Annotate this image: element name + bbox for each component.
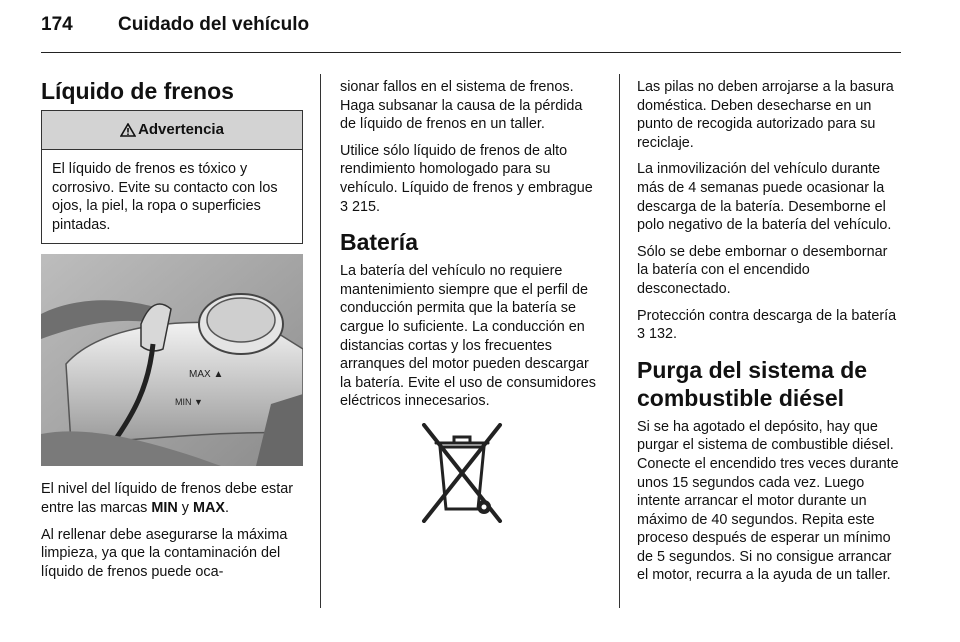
brake-failure-paragraph: sionar fallos en el sistema de frenos. Haga subsanar la causa de la pérdida de líquido de frenos en un taller. bbox=[340, 79, 583, 133]
battery-protection-paragraph: Protección contra descarga de la batería 3 132. bbox=[637, 307, 897, 343]
text: Utilice sólo líquido de frenos de alto rendimiento homologado para su vehículo. Líquido de frenos y embrague bbox=[340, 142, 593, 196]
brake-fluid-spec-paragraph bbox=[340, 142, 602, 216]
brake-fluid-reservoir-photo bbox=[41, 254, 303, 466]
warning-box bbox=[41, 110, 303, 244]
text: y bbox=[177, 499, 193, 516]
warning-triangle-icon bbox=[120, 123, 136, 137]
photo-label-min: MIN ▼ bbox=[175, 397, 203, 408]
text: . bbox=[224, 499, 229, 516]
warning-title: Advertencia bbox=[138, 120, 224, 138]
refill-paragraph: Al rellenar debe asegurarse la máxima limpieza, ya que la contaminación del líquido de frenos puede oca- bbox=[41, 526, 288, 580]
section-title-brake-fluid: Líquido de frenos bbox=[41, 78, 234, 104]
page-reference: 3 215. bbox=[340, 198, 381, 215]
column-2 bbox=[340, 78, 602, 529]
max-mark: MAX bbox=[192, 499, 225, 516]
immobilization-paragraph: La inmovilización del vehículo durante más de 4 semanas puede ocasionar la descarga de la batería. Desemborne el polo negativo de la batería del vehículo. bbox=[637, 161, 892, 234]
header-rule bbox=[41, 52, 901, 53]
photo-label-max: MAX ▲ bbox=[189, 369, 224, 381]
warning-header bbox=[42, 111, 302, 150]
column-divider-2 bbox=[619, 74, 620, 608]
battery-paragraph: La batería del vehículo no requiere mantenimiento siempre que el perfil de conducción permita que la batería se cargue lo suficiente. La conducción en distancias cortas y los frecuentes arranques del motor pueden descargar la batería. Evite el uso de consumidores eléctricos innecesarios. bbox=[340, 263, 596, 410]
chapter-title: Cuidado del vehículo bbox=[118, 14, 310, 35]
column-1 bbox=[41, 78, 303, 589]
section-title-battery: Batería bbox=[340, 229, 418, 256]
section-title-diesel-purge: Purga del sistema de combustible diésel bbox=[637, 356, 868, 411]
crossed-bin-icon bbox=[420, 423, 504, 523]
page-number: 174 bbox=[41, 14, 73, 35]
brake-level-paragraph bbox=[41, 480, 303, 517]
warning-text: El líquido de frenos es tóxico y corrosivo. Evite su contacto con los ojos, la piel, la ropa o superficies pintadas. bbox=[52, 161, 278, 233]
column-3 bbox=[637, 78, 902, 593]
diesel-purge-paragraph: Si se ha agotado el depósito, hay que purgar el sistema de combustible diésel. Conecte el encendido tres veces durante unos 15 segundos cada vez. Luego intente arrancar el motor durante un máximo de 40 segundos. Repita este proceso después de esperar un mínimo de 5 segundos. Si no consigue arrancar el motor, recurra a la ayuda de un taller. bbox=[637, 418, 899, 584]
battery-connection-paragraph: Sólo se debe embornar o desembornar la batería con el encendido desconectado. bbox=[637, 243, 888, 297]
min-mark: MIN bbox=[151, 499, 178, 516]
column-divider-1 bbox=[320, 74, 321, 608]
batteries-disposal-paragraph: Las pilas no deben arrojarse a la basura doméstica. Deben desecharse en un punto de recogida autorizado para su reciclaje. bbox=[637, 79, 894, 151]
text: El nivel del líquido de frenos debe estar entre las marcas bbox=[41, 481, 293, 516]
